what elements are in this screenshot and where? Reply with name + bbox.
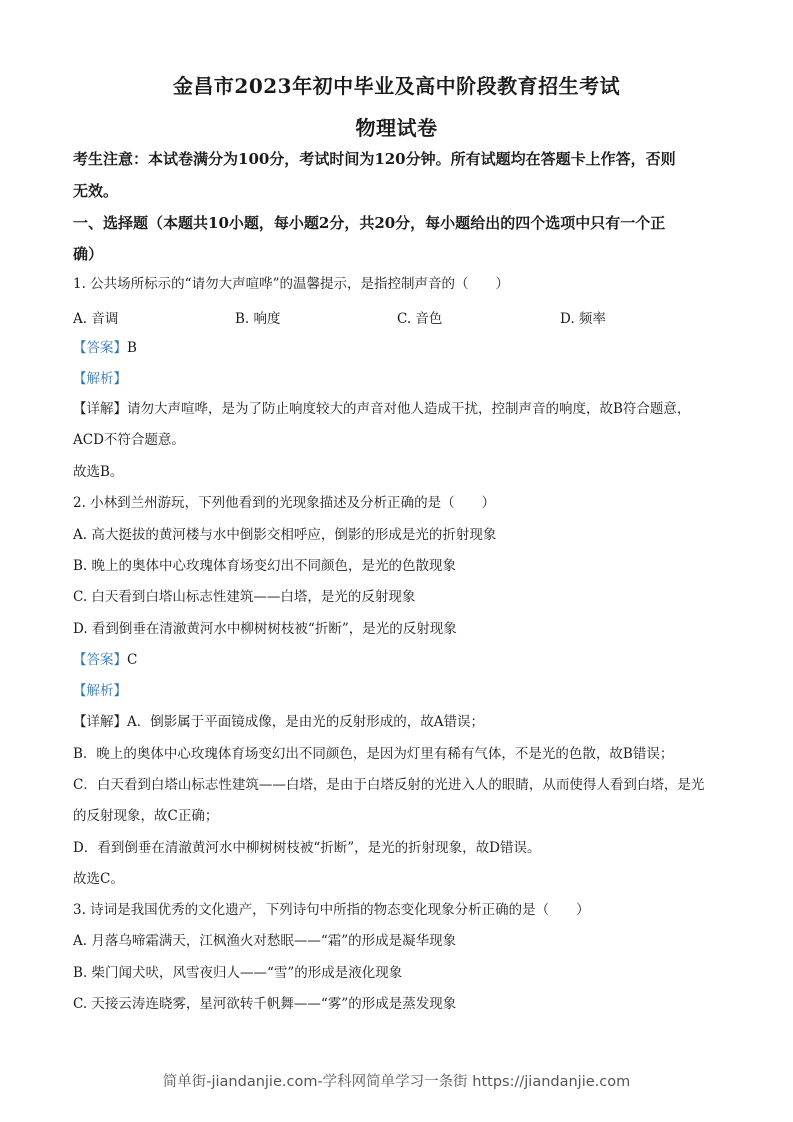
section-heading-line-2: 确）: [73, 245, 104, 263]
q1-option-d: D. 频率: [560, 311, 606, 327]
detail-text: A．倒影属于平面镜成像，是由光的反射形成的，故A错误；: [127, 714, 484, 730]
q2-option-d: D. 看到倒垂在清澈黄河水中柳树树枝被“折断”，是光的反射现象: [73, 621, 457, 637]
q2-detail-line-1: [73, 713, 723, 731]
page-title: 金昌市2023年初中毕业及高中阶段教育招生考试: [172, 74, 621, 98]
q1-option-a: A. 音调: [73, 311, 119, 327]
q2-conclusion: 故选C。: [73, 871, 124, 887]
q1-option-c: C. 音色: [397, 311, 443, 327]
detail-tag: 【详解】: [73, 714, 127, 730]
q2-answer: [73, 651, 723, 669]
q2-detail-line-2: B．晚上的奥体中心玫瑰体育场变幻出不同颜色，是因为灯里有稀有气体，不是光的色散，故B错误；: [73, 746, 674, 762]
q2-detail-line-4: 的反射现象，故C正确；: [73, 808, 219, 824]
detail-tag: 【详解】: [73, 401, 127, 417]
notice-line-1: 考生注意：本试卷满分为100分，考试时间为120分钟。所有试题均在答题卡上作答，否则: [73, 150, 676, 168]
detail-text: 请勿大声喧哗，是为了防止响度较大的声音对他人造成干扰，控制声音的响度，故B符合题意，: [127, 401, 691, 417]
q1-conclusion: 故选B。: [73, 464, 124, 480]
q2-analysis-tag: 【解析】: [73, 683, 127, 699]
answer-value: C: [127, 652, 138, 668]
q2-option-c: C. 白天看到白塔山标志性建筑——白塔，是光的反射现象: [73, 589, 416, 605]
q3-option-a: A. 月落乌啼霜满天，江枫渔火对愁眠——“霜”的形成是凝华现象: [73, 933, 457, 949]
q2-stem: 2. 小林到兰州游玩，下列他看到的光现象描述及分析正确的是（ ）: [73, 495, 496, 511]
q3-option-b: B. 柴门闻犬吠，风雪夜归人——“雪”的形成是液化现象: [73, 965, 403, 981]
q1-analysis-tag: 【解析】: [73, 371, 127, 387]
q1-option-b: B. 响度: [235, 311, 281, 327]
q1-detail-line-1: [73, 400, 723, 418]
answer-value: B: [127, 340, 137, 356]
q3-stem: 3. 诗词是我国优秀的文化遗产，下列诗句中所指的物态变化现象分析正确的是（ ）: [73, 902, 590, 918]
q1-stem: 1. 公共场所标示的“请勿大声喧哗”的温馨提示，是指控制声音的（ ）: [73, 276, 509, 292]
q1-answer: [73, 339, 723, 357]
q2-detail-line-5: D．看到倒垂在清澈黄河水中柳树树枝被“折断”，是光的折射现象，故D错误。: [73, 840, 541, 856]
answer-tag: 【答案】: [73, 340, 127, 356]
q2-option-b: B. 晚上的奥体中心玫瑰体育场变幻出不同颜色，是光的色散现象: [73, 558, 457, 574]
q1-detail-line-2: ACD不符合题意。: [73, 432, 185, 448]
notice-line-2: 无效。: [73, 182, 119, 200]
section-heading-line-1: 一、选择题（本题共10小题，每小题2分，共20分，每小题给出的四个选项中只有一个正: [73, 214, 666, 232]
answer-tag: 【答案】: [73, 652, 127, 668]
footer-watermark-text: 简单街-jiandanjie.com-学科网简单学习一条街 https://jiandanjie.com: [162, 1074, 631, 1090]
q2-option-a: A. 高大挺拔的黄河楼与水中倒影交相呼应，倒影的形成是光的折射现象: [73, 527, 497, 543]
q2-detail-line-3: C．白天看到白塔山标志性建筑——白塔，是由于白塔反射的光进入人的眼睛，从而使得人看到白塔，是光: [73, 777, 705, 793]
page-subtitle: 物理试卷: [355, 116, 438, 140]
q3-option-c: C. 天接云涛连晓雾，星河欲转千帆舞——“雾”的形成是蒸发现象: [73, 996, 457, 1012]
